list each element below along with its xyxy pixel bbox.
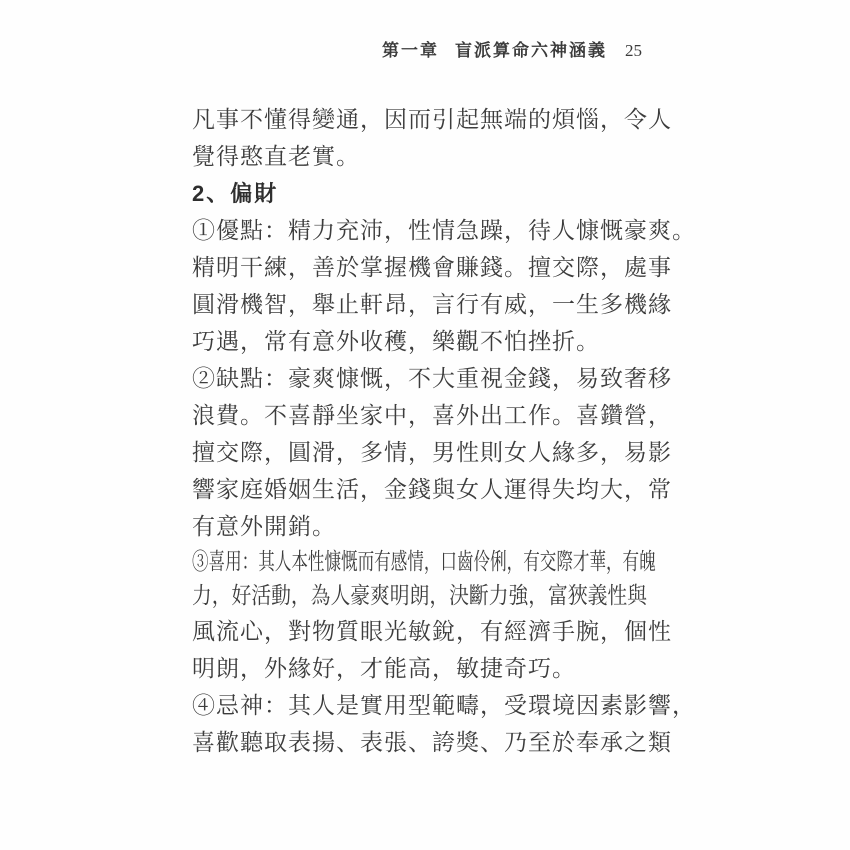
text-line: 風流心，對物質眼光敏銳，有經濟手腕，個性: [192, 619, 672, 644]
text-line: 凡事不懂得變通，因而引起無端的煩惱，令人: [192, 107, 672, 132]
text-line: 覺得憨直老實。: [192, 144, 360, 169]
text-line: 圓滑機智，舉止軒昂，言行有威，一生多機緣: [192, 292, 672, 317]
text-line: 擅交際，圓滑，多情，男性則女人緣多，易影: [192, 440, 672, 465]
text-line: ③喜用：其人本性慷慨而有感情，口齒伶俐，有交際才華，有魄: [192, 549, 656, 574]
text-line: 響家庭婚姻生活，金錢與女人運得失均大，常: [192, 477, 672, 502]
text-line: 喜歡聽取表揚、表張、誇獎、乃至於奉承之類: [192, 730, 672, 755]
section-title: 盲派算命六神涵義: [455, 41, 607, 60]
body-text: [192, 101, 696, 761]
running-header: [0, 36, 642, 61]
text-line: 2、偏財: [192, 181, 279, 206]
text-line: 明朗，外緣好，才能高，敏捷奇巧。: [192, 656, 576, 681]
text-line: ①優點：精力充沛，性情急躁，待人慷慨豪爽。: [192, 218, 696, 243]
text-line: 精明干練，善於掌握機會賺錢。擅交際，處事: [192, 255, 672, 280]
text-line: ④忌神：其人是實用型範疇，受環境因素影響，: [192, 693, 696, 718]
text-line: 有意外開銷。: [192, 514, 336, 539]
text-line: 浪費。不喜靜坐家中，喜外出工作。喜鑽營，: [192, 403, 672, 428]
text-line: 力，好活動，為人豪爽明朗，決斷力強，富狹義性與: [192, 583, 647, 608]
page-number: 25: [625, 41, 642, 60]
chapter-label: 第一章: [382, 41, 439, 60]
text-line: ②缺點：豪爽慷慨，不大重視金錢，易致奢移: [192, 366, 672, 391]
text-line: 巧遇，常有意外收穫，樂觀不怕挫折。: [192, 329, 600, 354]
